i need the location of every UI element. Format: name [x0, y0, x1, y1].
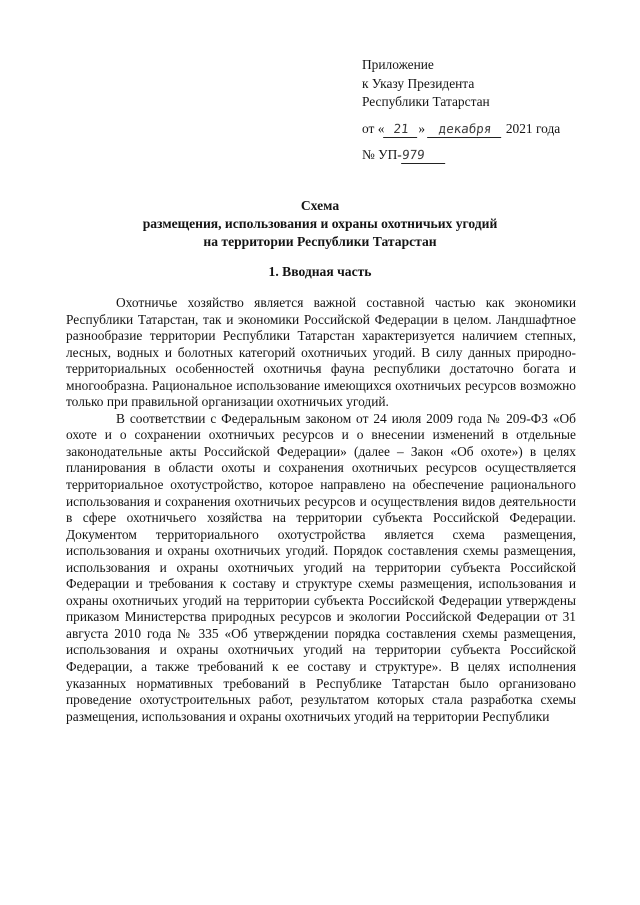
date-year: 2021 года: [505, 120, 561, 136]
number-handwritten: 979: [401, 147, 447, 164]
body-text: [66, 295, 576, 725]
appendix-label: Приложение: [362, 57, 434, 72]
date-day-handwritten: 21: [384, 121, 420, 138]
number-prefix: № УП-: [362, 147, 402, 163]
decree-reference: к Указу Президента: [362, 75, 475, 91]
document-title: [60, 197, 580, 251]
paragraph-2: В соответствии с Федеральным законом от 24 июля 2009 года № 209-ФЗ «Об охоте и о сохранении охотничьих ресурсов и о внесении изменений в отдельные законодательные акты Российской Федерации» (далее – Закон «Об охоте») в целях планирования в области охоты и сохранения охотничьих ресурсов осуществляется территориальное охотустройство, которое направлено на обеспечение рационального использования и сохранения охотничьих ресурсов и осуществления видов деятельности в сфере охотничьего хозяйства на территории субъекта Российской Федерации. Документом территориального охотустройства является схема размещения, использования и охраны охотничьих угодий. Порядок составления схемы размещения, использования и охраны охотничьих угодий на территории субъекта Российской Федерации и требования к составу и структуре схемы размещения, использования и охраны охотничьих угодий на территории субъекта Российской Федерации утверждены приказом Министерства природных ресурсов и экологии Российской Федерации от 31 августа 2010 года № 335 «Об утверждении порядка составления схемы размещения, использования и охраны охотничьих угодий на территории субъекта Российской Федерации, а также требований к ее составу и структуре». В целях исполнения указанных нормативных требований в Республике Татарстан было организовано проведение охотустроительных работ, результатом которых стала разработка схемы размещения, использования и охраны охотничьих угодий на территории Республики: [66, 410, 576, 724]
decree-number: [362, 146, 622, 165]
paragraph-1: Охотничье хозяйство является важной составной частью как экономики Республики Татарстан, так и экономики Российской Федерации в целом. Ландшафтное разнообразие территории Республики Татарстан характеризуется наличием степных, лесных, водных и болотных категорий охотничьих угодий. В силу данных природно-территориальных особенностей охотничья фауна республики достаточно богата и многообразна. Рациональное использование имеющихся охотничьих ресурсов возможно только при правильной организации охотничьих угодий.: [66, 295, 576, 410]
title-line-1: Схема: [300, 198, 340, 213]
appendix-header: [362, 56, 622, 165]
title-line-2: размещения, использования и охраны охотничьих угодий: [142, 216, 498, 231]
date-prefix: от «: [362, 120, 385, 136]
date-month-handwritten: декабря: [428, 121, 504, 138]
decree-date: [362, 120, 622, 139]
republic-name: Республики Татарстан: [362, 94, 490, 110]
title-line-3: на территории Республики Татарстан: [203, 234, 437, 249]
date-mid: »: [418, 120, 426, 136]
section-heading: 1. Вводная часть: [268, 264, 372, 279]
